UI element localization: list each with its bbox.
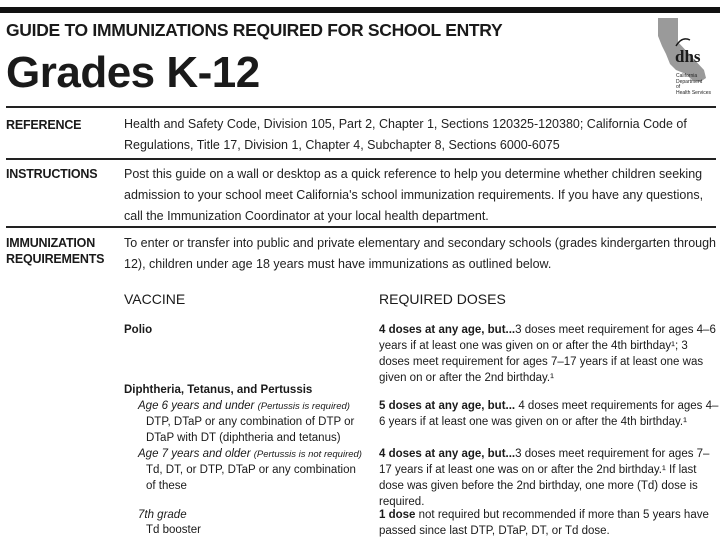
requirements-text: To enter or transfer into public and private elementary and secondary schools (grades kindergarten through 12), children under age 18 years must have immunizations as outlined below. bbox=[124, 236, 717, 271]
dtp-grade7-label: 7th grade bbox=[138, 509, 187, 521]
dtp-grade7-item1: Td booster bbox=[146, 524, 201, 536]
polio-vaccine-name: Polio bbox=[124, 324, 153, 336]
grades-title: Grades K-12 bbox=[6, 48, 260, 97]
section-divider bbox=[6, 106, 716, 108]
dtp-age7-dose: 4 doses at any age, but...3 doses meet requirement for ages 7–17 years if at least one was on or after the 2nd birthday.¹ If last dose was given before the 2nd birthday, one more (Td) dose is required. bbox=[379, 448, 710, 508]
dtp-age6-label: Age 6 years and under (Pertussis is required) bbox=[138, 400, 350, 412]
dtp-age6-item1: DTP, DTaP or any combination of DTP or bbox=[146, 416, 355, 428]
vaccine-column-header: VACCINE bbox=[124, 291, 186, 307]
dtp-grade7-dose: 1 dose not required but recommended if more than 5 years have passed since last DTP, DTaP, DT, or Td dose. bbox=[379, 509, 709, 537]
dtp-age6-dose: 5 doses at any age, but... 4 doses meet requirements for ages 4–6 years if at least one was given on or after the 4th birthday.¹ bbox=[379, 400, 719, 428]
dhs-logo bbox=[654, 16, 716, 96]
section-divider bbox=[6, 226, 716, 228]
dtp-age7-label: Age 7 years and older (Pertussis is not required) bbox=[138, 448, 362, 460]
dtp-age6-item2: DTaP with DT (diphtheria and tetanus) bbox=[146, 432, 341, 444]
polio-dose: 4 doses at any age, but...3 doses meet requirement for ages 4–6 years if at least one was given on or after the 4th birthday¹; 3 doses meet requirement for ages 7–17 years if at least one was given on or after the 2nd birthday.¹ bbox=[379, 324, 716, 384]
guide-title: GUIDE TO IMMUNIZATIONS REQUIRED FOR SCHOOL ENTRY bbox=[6, 20, 503, 40]
reference-label: REFERENCE bbox=[6, 118, 82, 132]
reference-text: Health and Safety Code, Division 105, Part 2, Chapter 1, Sections 120325-120380; California Code of Regulations, Title 17, Division 1, Chapter 4, Subchapter 8, Sections 6000-6075 bbox=[124, 117, 687, 152]
requirements-label: IMMUNIZATION REQUIREMENTS bbox=[6, 236, 105, 266]
instructions-label: INSTRUCTIONS bbox=[6, 167, 98, 181]
logo-mark: dhs bbox=[675, 47, 701, 66]
instructions-text: Post this guide on a wall or desktop as a quick reference to help you determine whether children seeking admission to your school meet California's school immunization requirements. If you have any questions, call the Immunization Coordinator at your local health department. bbox=[124, 167, 704, 223]
top-rule bbox=[0, 7, 720, 13]
dtp-vaccine-name: Diphtheria, Tetanus, and Pertussis bbox=[124, 384, 313, 396]
section-divider bbox=[6, 158, 716, 160]
dtp-age7-item2: of these bbox=[146, 480, 187, 492]
doses-column-header: REQUIRED DOSES bbox=[379, 291, 506, 307]
dtp-age7-item1: Td, DT, or DTP, DTaP or any combination bbox=[146, 464, 356, 476]
logo-caption: California Department of Health Services bbox=[676, 73, 712, 96]
